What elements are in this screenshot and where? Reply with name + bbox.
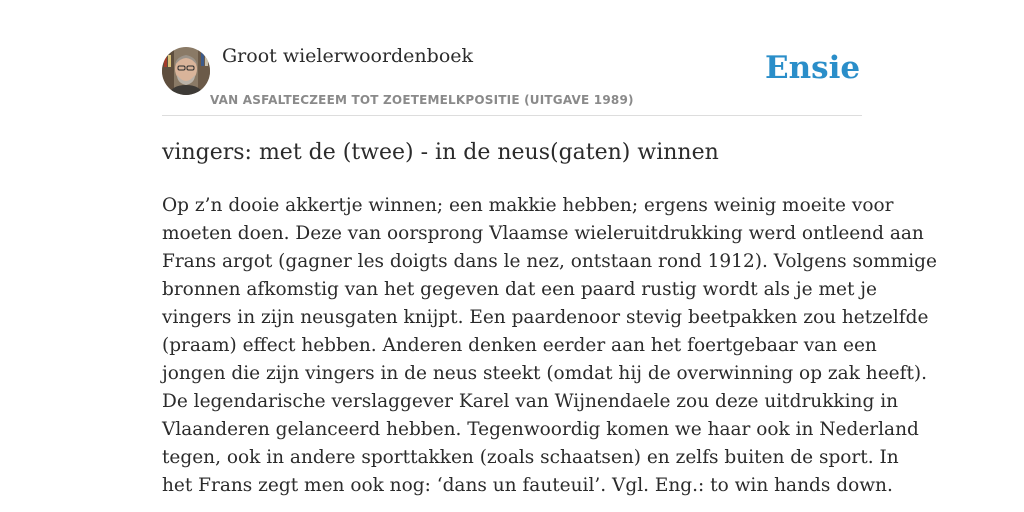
header-divider — [162, 115, 862, 116]
body-line: Vlaanderen gelanceerd hebben. Tegenwoordig komen we haar ook in Nederland — [162, 419, 919, 440]
book-title[interactable]: Groot wielerwoordenboek — [222, 45, 474, 67]
body-line: het Frans zegt men ook nog: ‘dans un fauteuil’. Vgl. Eng.: to win hands down. — [162, 475, 893, 496]
entry-body — [162, 192, 937, 500]
body-line: Op z’n dooie akkertje winnen; een makkie hebben; ergens weinig moeite voor — [162, 195, 894, 216]
author-portrait-image — [162, 47, 210, 95]
body-line: moeten doen. Deze van oorsprong Vlaamse wieleruitdrukking werd ontleend aan — [162, 223, 924, 244]
body-line: tegen, ook in andere sporttakken (zoals schaatsen) en zelfs buiten de sport. In — [162, 447, 899, 468]
brand-logo[interactable]: Ensie — [765, 50, 861, 86]
body-line: jongen die zijn vingers in de neus steekt (omdat hij de overwinning op zak heeft). — [162, 363, 927, 384]
body-line: (praam) effect hebben. Anderen denken eerder aan het foertgebaar van een — [162, 335, 877, 356]
body-line: De legendarische verslaggever Karel van Wijnendaele zou deze uitdrukking in — [162, 391, 899, 412]
entry-title: vingers: met de (twee) - in de neus(gaten) winnen — [162, 140, 719, 165]
author-avatar[interactable] — [162, 47, 210, 95]
body-line: vingers in zijn neusgaten knijpt. Een paardenoor stevig beetpakken zou hetzelfde — [162, 307, 929, 328]
body-line: bronnen afkomstig van het gegeven dat een paard rustig wordt als je met je — [162, 279, 877, 300]
body-line: Frans argot (gagner les doigts dans le nez, ontstaan rond 1912). Volgens sommige — [162, 251, 937, 272]
book-subtitle: VAN ASFALTECZEEM TOT ZOETEMELKPOSITIE (UITGAVE 1989) — [210, 93, 634, 107]
